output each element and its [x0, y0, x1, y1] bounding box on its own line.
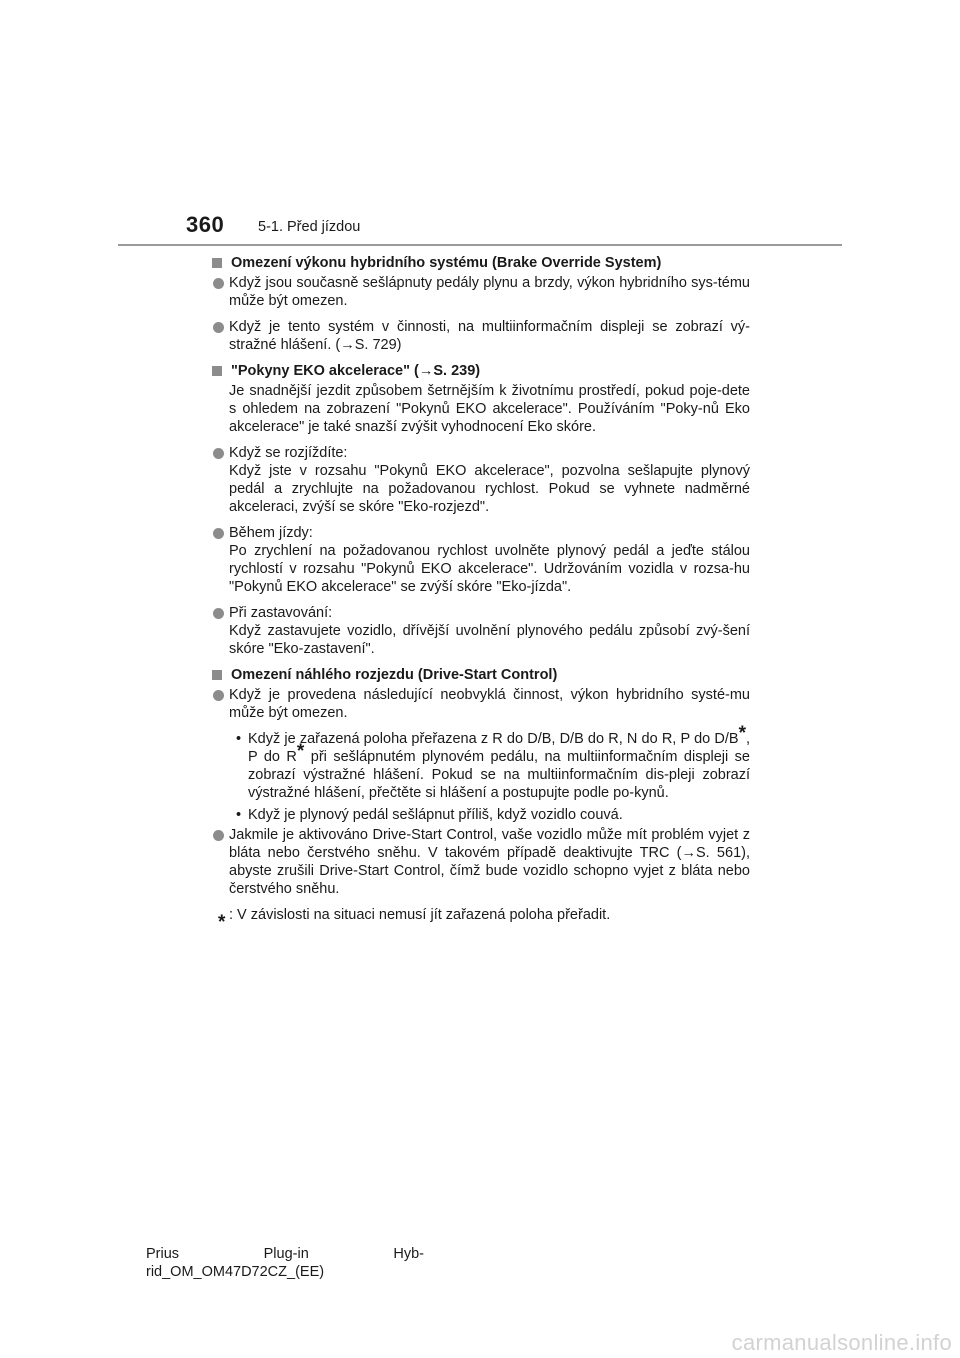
heading-text: "Pokyny EKO akcelerace" (→S. 239): [231, 363, 481, 379]
intro-paragraph: Je snadnější jezdit způsobem šetrnějším k životnímu prostředí, pokud poje-dete s ohledem na zobrazení "Pokynů EKO akcelerace". Používáním "Poky-nů Eko akcelerace" je také snazší zvýšit vyhodnocení Eko skóre.: [229, 383, 750, 435]
circle-bullet-icon: [213, 448, 224, 459]
sub-list-item: • Když je zařazená poloha přeřazena z R do D/B, D/B do R, N do R, P do D/B*, P do R* při sešlápnutém plynovém pedálu, na multiinformačním displeji se zobrazí výstražné hlášení. Pokud se na multiinformačním dis-pleji zobrazí výstražné hlášení, přečtěte si hlášení a postupujte podle po-kynů.: [236, 723, 750, 801]
footer-word: Hyb-: [393, 1246, 424, 1262]
footnote-star-icon: *: [738, 723, 746, 744]
footnote-star-icon: *: [218, 912, 226, 933]
list-item: [210, 826, 750, 898]
circle-bullet-icon: [213, 278, 224, 289]
heading-text: Omezení náhlého rozjezdu (Drive-Start Control): [231, 667, 558, 683]
list-item-text: Po zrychlení na požadovanou rychlost uvolněte plynový pedál a jeďte stálou rychlostí v rozsahu "Pokynů EKO akcelerace". Udržováním vozidla v rozsa-hu "Pokynů EKO akcelerace" se zvýší skóre "Eko-jízda".: [229, 543, 750, 595]
list-item: [210, 274, 750, 310]
page-number: 360: [186, 212, 225, 237]
list-item-label: Když se rozjíždíte:: [229, 445, 348, 461]
circle-bullet-icon: [213, 830, 224, 841]
watermark: carmanualsonline.info: [731, 1330, 952, 1355]
section-title: 5-1. Před jízdou: [258, 219, 361, 235]
sub-list-item-text: Když je plynový pedál sešlápnut příliš, když vozidlo couvá.: [248, 807, 623, 823]
footnote-text: : V závislosti na situaci nemusí jít zařazená poloha přeřadit.: [229, 907, 611, 923]
circle-bullet-icon: [213, 690, 224, 701]
footer-line: rid_OM_OM47D72CZ_(EE): [146, 1264, 325, 1280]
list-item-label: Během jízdy:: [229, 525, 313, 541]
list-item-text: Když jsou současně sešlápnuty pedály plynu a brzdy, výkon hybridního sys-tému může být omezen.: [229, 275, 750, 309]
list-item-text: Když zastavujete vozidlo, dřívější uvolnění plynového pedálu způsobí zvý-šení skóre "Eko-zastavení".: [229, 623, 750, 657]
square-bullet-icon: [212, 366, 222, 376]
circle-bullet-icon: [213, 528, 224, 539]
section-heading-drive-start-control: [210, 666, 750, 684]
square-bullet-icon: [212, 258, 222, 268]
header-divider: [118, 244, 842, 246]
list-item-text: Když jste v rozsahu "Pokynů EKO akcelerace", pozvolna sešlapujte plynový pedál a zrychlujte na požadovanou rychlost. Pokud se vyhnete nadměrné akceleraci, zvýší se skóre "Eko-rozjezd".: [229, 463, 750, 515]
list-item-text: Jakmile je aktivováno Drive-Start Control, vaše vozidlo může mít problém vyjet z bláta nebo čerstvého sněhu. V takovém případě deaktivujte TRC (→S. 561), abyste zrušili Drive-Start Control, čímž bude vozidlo schopno vyjet z bláta nebo čerstvého sněhu.: [229, 827, 750, 897]
heading-text: Omezení výkonu hybridního systému (Brake Override System): [231, 255, 662, 271]
list-item-text: Když je tento systém v činnosti, na multiinformačním displeji se zobrazí vý-stražné hlášení. (→S. 729): [229, 319, 750, 353]
circle-bullet-icon: [213, 322, 224, 333]
list-item-label: Při zastavování:: [229, 605, 333, 621]
footnote-star-icon: *: [296, 741, 305, 762]
document-footer: [146, 1245, 424, 1281]
footer-word: Plug-in: [263, 1246, 309, 1262]
page-content: [210, 254, 750, 933]
circle-bullet-icon: [213, 608, 224, 619]
sub-list-item: [210, 806, 750, 824]
list-item: [210, 318, 750, 354]
sub-bullet-marker: •: [236, 807, 242, 823]
footnote: [210, 906, 750, 933]
list-item: [210, 604, 750, 658]
list-item-text: Když je provedena následující neobvyklá činnost, výkon hybridního systé-mu může být omezen.: [229, 687, 750, 721]
list-item: [210, 524, 750, 596]
square-bullet-icon: [212, 670, 222, 680]
section-heading-brake-override: [210, 254, 750, 272]
list-item: [210, 444, 750, 516]
footer-word: Prius: [146, 1246, 180, 1262]
list-item: [210, 686, 750, 722]
sub-bullet-marker: •: [236, 731, 242, 747]
section-heading-eco-accelerator: [210, 362, 750, 380]
